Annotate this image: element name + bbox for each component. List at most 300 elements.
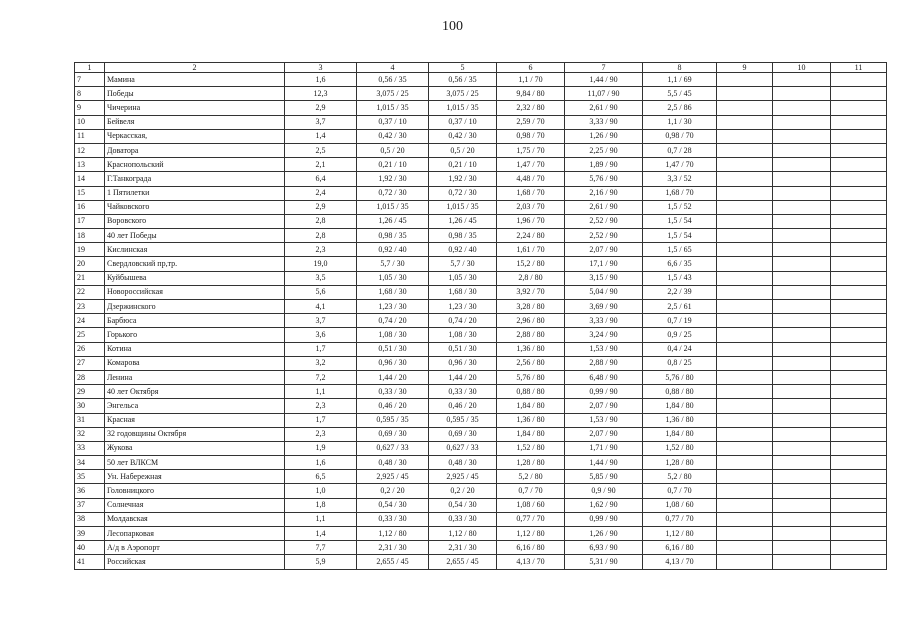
- col-10-value: [773, 399, 831, 413]
- col-10-value: [773, 527, 831, 541]
- street-name: Солнечная: [105, 498, 285, 512]
- col-9-value: [717, 470, 773, 484]
- col-11-value: [831, 385, 887, 399]
- col-3-value: 19,0: [285, 257, 357, 271]
- row-number: 26: [75, 342, 105, 356]
- col-5-value: 0,42 / 30: [429, 129, 497, 143]
- col-3-value: 6,5: [285, 470, 357, 484]
- col-5-value: 0,33 / 30: [429, 512, 497, 526]
- col-8-value: 0,7 / 70: [643, 484, 717, 498]
- col-5-value: 1,44 / 20: [429, 370, 497, 384]
- table-body: [75, 73, 887, 570]
- col-5-value: 0,51 / 30: [429, 342, 497, 356]
- col-7-value: 17,1 / 90: [565, 257, 643, 271]
- street-name: Кислинская: [105, 243, 285, 257]
- col-6-value: 15,2 / 80: [497, 257, 565, 271]
- col-5-value: 0,33 / 30: [429, 385, 497, 399]
- col-9-value: [717, 243, 773, 257]
- col-7-value: 5,85 / 90: [565, 470, 643, 484]
- col-8-value: 0,4 / 24: [643, 342, 717, 356]
- col-9-value: [717, 115, 773, 129]
- street-name: Котина: [105, 342, 285, 356]
- col-6-value: 9,84 / 80: [497, 87, 565, 101]
- col-9-value: [717, 87, 773, 101]
- col-4-value: 0,54 / 30: [357, 498, 429, 512]
- col-6-value: 1,68 / 70: [497, 186, 565, 200]
- col-8-value: 1,28 / 80: [643, 456, 717, 470]
- col-11-value: [831, 356, 887, 370]
- row-number: 23: [75, 300, 105, 314]
- row-number: 21: [75, 271, 105, 285]
- col-5-value: 2,925 / 45: [429, 470, 497, 484]
- col-7-value: 1,26 / 90: [565, 527, 643, 541]
- column-header-11: 11: [831, 63, 887, 73]
- table-row: [75, 172, 887, 186]
- col-11-value: [831, 115, 887, 129]
- row-number: 14: [75, 172, 105, 186]
- row-number: 27: [75, 356, 105, 370]
- col-8-value: 1,1 / 69: [643, 73, 717, 87]
- row-number: 30: [75, 399, 105, 413]
- col-5-value: 0,2 / 20: [429, 484, 497, 498]
- col-3-value: 12,3: [285, 87, 357, 101]
- col-5-value: 1,26 / 45: [429, 214, 497, 228]
- row-number: 24: [75, 314, 105, 328]
- col-4-value: 0,42 / 30: [357, 129, 429, 143]
- col-10-value: [773, 328, 831, 342]
- row-number: 38: [75, 512, 105, 526]
- col-3-value: 2,9: [285, 101, 357, 115]
- col-6-value: 2,59 / 70: [497, 115, 565, 129]
- col-3-value: 3,2: [285, 356, 357, 370]
- col-5-value: 1,68 / 30: [429, 285, 497, 299]
- col-4-value: 3,075 / 25: [357, 87, 429, 101]
- col-8-value: 1,52 / 80: [643, 441, 717, 455]
- street-name: Энгельса: [105, 399, 285, 413]
- col-6-value: 3,28 / 80: [497, 300, 565, 314]
- col-9-value: [717, 73, 773, 87]
- col-9-value: [717, 427, 773, 441]
- col-8-value: 0,77 / 70: [643, 512, 717, 526]
- col-10-value: [773, 498, 831, 512]
- col-10-value: [773, 512, 831, 526]
- col-11-value: [831, 87, 887, 101]
- table-row: [75, 214, 887, 228]
- col-3-value: 3,5: [285, 271, 357, 285]
- col-5-value: 1,23 / 30: [429, 300, 497, 314]
- col-10-value: [773, 129, 831, 143]
- col-10-value: [773, 200, 831, 214]
- col-7-value: 2,25 / 90: [565, 143, 643, 157]
- col-10-value: [773, 271, 831, 285]
- street-name: А/д в Аэропорт: [105, 541, 285, 555]
- col-7-value: 1,53 / 90: [565, 413, 643, 427]
- col-7-value: 2,07 / 90: [565, 399, 643, 413]
- street-name: Победы: [105, 87, 285, 101]
- col-3-value: 3,6: [285, 328, 357, 342]
- row-number: 10: [75, 115, 105, 129]
- col-10-value: [773, 73, 831, 87]
- table-row: [75, 527, 887, 541]
- col-4-value: 1,26 / 45: [357, 214, 429, 228]
- col-8-value: 3,3 / 52: [643, 172, 717, 186]
- table-row: [75, 271, 887, 285]
- col-7-value: 3,33 / 90: [565, 314, 643, 328]
- row-number: 16: [75, 200, 105, 214]
- col-11-value: [831, 399, 887, 413]
- row-number: 15: [75, 186, 105, 200]
- col-8-value: 1,36 / 80: [643, 413, 717, 427]
- col-9-value: [717, 399, 773, 413]
- col-4-value: 1,23 / 30: [357, 300, 429, 314]
- table-row: [75, 314, 887, 328]
- col-9-value: [717, 271, 773, 285]
- col-5-value: 0,74 / 20: [429, 314, 497, 328]
- col-8-value: 4,13 / 70: [643, 555, 717, 569]
- col-6-value: 1,36 / 80: [497, 342, 565, 356]
- col-3-value: 1,9: [285, 441, 357, 455]
- col-8-value: 1,5 / 54: [643, 229, 717, 243]
- col-11-value: [831, 342, 887, 356]
- col-10-value: [773, 300, 831, 314]
- column-header-5: 5: [429, 63, 497, 73]
- col-11-value: [831, 73, 887, 87]
- col-11-value: [831, 427, 887, 441]
- col-10-value: [773, 115, 831, 129]
- col-9-value: [717, 356, 773, 370]
- col-7-value: 2,52 / 90: [565, 214, 643, 228]
- col-4-value: 0,33 / 30: [357, 512, 429, 526]
- col-8-value: 1,12 / 80: [643, 527, 717, 541]
- street-name: Ленина: [105, 370, 285, 384]
- col-11-value: [831, 456, 887, 470]
- col-3-value: 7,7: [285, 541, 357, 555]
- row-number: 18: [75, 229, 105, 243]
- col-9-value: [717, 186, 773, 200]
- column-header-9: 9: [717, 63, 773, 73]
- col-10-value: [773, 172, 831, 186]
- col-9-value: [717, 328, 773, 342]
- table-row: [75, 441, 887, 455]
- col-3-value: 6,4: [285, 172, 357, 186]
- col-8-value: 0,9 / 25: [643, 328, 717, 342]
- col-8-value: 1,68 / 70: [643, 186, 717, 200]
- col-9-value: [717, 370, 773, 384]
- col-10-value: [773, 314, 831, 328]
- table-row: [75, 413, 887, 427]
- col-6-value: 0,7 / 70: [497, 484, 565, 498]
- col-4-value: 1,44 / 20: [357, 370, 429, 384]
- col-5-value: 0,69 / 30: [429, 427, 497, 441]
- street-name: 32 годовщины Октября: [105, 427, 285, 441]
- table-row: [75, 370, 887, 384]
- col-5-value: 1,92 / 30: [429, 172, 497, 186]
- col-3-value: 2,8: [285, 214, 357, 228]
- col-4-value: 0,5 / 20: [357, 143, 429, 157]
- col-6-value: 4,13 / 70: [497, 555, 565, 569]
- col-10-value: [773, 441, 831, 455]
- col-3-value: 2,4: [285, 186, 357, 200]
- table-row: [75, 186, 887, 200]
- col-6-value: 0,77 / 70: [497, 512, 565, 526]
- col-7-value: 3,69 / 90: [565, 300, 643, 314]
- col-9-value: [717, 512, 773, 526]
- col-7-value: 1,26 / 90: [565, 129, 643, 143]
- col-3-value: 3,7: [285, 115, 357, 129]
- col-11-value: [831, 129, 887, 143]
- col-4-value: 1,12 / 80: [357, 527, 429, 541]
- row-number: 20: [75, 257, 105, 271]
- col-3-value: 7,2: [285, 370, 357, 384]
- col-9-value: [717, 172, 773, 186]
- col-10-value: [773, 370, 831, 384]
- col-10-value: [773, 456, 831, 470]
- col-3-value: 1,7: [285, 342, 357, 356]
- col-5-value: 1,12 / 80: [429, 527, 497, 541]
- col-9-value: [717, 129, 773, 143]
- row-number: 36: [75, 484, 105, 498]
- column-header-6: 6: [497, 63, 565, 73]
- column-header-10: 10: [773, 63, 831, 73]
- street-name: Г.Танкограда: [105, 172, 285, 186]
- col-6-value: 1,36 / 80: [497, 413, 565, 427]
- table-row: [75, 385, 887, 399]
- col-9-value: [717, 257, 773, 271]
- col-9-value: [717, 342, 773, 356]
- col-5-value: 0,21 / 10: [429, 158, 497, 172]
- col-9-value: [717, 300, 773, 314]
- col-10-value: [773, 229, 831, 243]
- street-name: 40 лет Октября: [105, 385, 285, 399]
- col-9-value: [717, 200, 773, 214]
- col-11-value: [831, 285, 887, 299]
- col-6-value: 2,03 / 70: [497, 200, 565, 214]
- col-4-value: 0,2 / 20: [357, 484, 429, 498]
- row-number: 31: [75, 413, 105, 427]
- row-number: 13: [75, 158, 105, 172]
- col-11-value: [831, 143, 887, 157]
- col-5-value: 0,72 / 30: [429, 186, 497, 200]
- col-11-value: [831, 158, 887, 172]
- row-number: 11: [75, 129, 105, 143]
- col-7-value: 2,88 / 90: [565, 356, 643, 370]
- col-11-value: [831, 470, 887, 484]
- col-10-value: [773, 413, 831, 427]
- col-9-value: [717, 498, 773, 512]
- street-name: 40 лет Победы: [105, 229, 285, 243]
- col-9-value: [717, 214, 773, 228]
- col-11-value: [831, 370, 887, 384]
- col-10-value: [773, 385, 831, 399]
- street-name: 1 Пятилетки: [105, 186, 285, 200]
- col-4-value: 0,37 / 10: [357, 115, 429, 129]
- col-5-value: 1,015 / 35: [429, 200, 497, 214]
- col-8-value: 5,5 / 45: [643, 87, 717, 101]
- col-10-value: [773, 158, 831, 172]
- col-4-value: 0,21 / 10: [357, 158, 429, 172]
- col-11-value: [831, 512, 887, 526]
- col-4-value: 2,925 / 45: [357, 470, 429, 484]
- col-4-value: 1,68 / 30: [357, 285, 429, 299]
- col-4-value: 0,92 / 40: [357, 243, 429, 257]
- col-6-value: 0,88 / 80: [497, 385, 565, 399]
- col-11-value: [831, 527, 887, 541]
- table-row: [75, 158, 887, 172]
- street-name: Мамина: [105, 73, 285, 87]
- table-row: [75, 541, 887, 555]
- col-7-value: 5,76 / 90: [565, 172, 643, 186]
- table-row: [75, 73, 887, 87]
- col-8-value: 0,98 / 70: [643, 129, 717, 143]
- street-name: Бейвеля: [105, 115, 285, 129]
- col-5-value: 1,015 / 35: [429, 101, 497, 115]
- col-3-value: 1,0: [285, 484, 357, 498]
- street-name: Новороссийская: [105, 285, 285, 299]
- col-5-value: 0,54 / 30: [429, 498, 497, 512]
- street-name: Краснопольский: [105, 158, 285, 172]
- col-3-value: 1,6: [285, 456, 357, 470]
- col-10-value: [773, 342, 831, 356]
- col-3-value: 2,3: [285, 399, 357, 413]
- street-name: Ун. Набережная: [105, 470, 285, 484]
- col-7-value: 5,04 / 90: [565, 285, 643, 299]
- col-11-value: [831, 214, 887, 228]
- col-4-value: 1,05 / 30: [357, 271, 429, 285]
- column-header-8: 8: [643, 63, 717, 73]
- col-3-value: 2,3: [285, 243, 357, 257]
- table-row: [75, 115, 887, 129]
- table-row: [75, 555, 887, 569]
- col-11-value: [831, 229, 887, 243]
- col-9-value: [717, 541, 773, 555]
- col-10-value: [773, 257, 831, 271]
- col-4-value: 0,98 / 35: [357, 229, 429, 243]
- table-row: [75, 328, 887, 342]
- row-number: 32: [75, 427, 105, 441]
- street-name: Лесопарковая: [105, 527, 285, 541]
- col-3-value: 1,4: [285, 527, 357, 541]
- col-11-value: [831, 328, 887, 342]
- col-7-value: 0,9 / 90: [565, 484, 643, 498]
- col-9-value: [717, 555, 773, 569]
- col-9-value: [717, 484, 773, 498]
- col-6-value: 1,47 / 70: [497, 158, 565, 172]
- street-name: Чичерина: [105, 101, 285, 115]
- col-10-value: [773, 285, 831, 299]
- col-4-value: 1,015 / 35: [357, 101, 429, 115]
- col-6-value: 4,48 / 70: [497, 172, 565, 186]
- col-10-value: [773, 186, 831, 200]
- col-7-value: 0,99 / 90: [565, 512, 643, 526]
- table-row: [75, 427, 887, 441]
- street-name: Доватора: [105, 143, 285, 157]
- row-number: 33: [75, 441, 105, 455]
- col-7-value: 2,52 / 90: [565, 229, 643, 243]
- col-10-value: [773, 356, 831, 370]
- col-4-value: 0,33 / 30: [357, 385, 429, 399]
- col-8-value: 1,84 / 80: [643, 399, 717, 413]
- col-8-value: 0,7 / 19: [643, 314, 717, 328]
- col-9-value: [717, 158, 773, 172]
- col-11-value: [831, 555, 887, 569]
- col-11-value: [831, 200, 887, 214]
- table-row: [75, 243, 887, 257]
- col-4-value: 0,51 / 30: [357, 342, 429, 356]
- col-4-value: 2,31 / 30: [357, 541, 429, 555]
- table-row: [75, 484, 887, 498]
- column-header-2: 2: [105, 63, 285, 73]
- col-10-value: [773, 427, 831, 441]
- col-3-value: 1,8: [285, 498, 357, 512]
- col-3-value: 5,9: [285, 555, 357, 569]
- col-4-value: 0,74 / 20: [357, 314, 429, 328]
- col-9-value: [717, 385, 773, 399]
- col-5-value: 1,05 / 30: [429, 271, 497, 285]
- col-8-value: 1,84 / 80: [643, 427, 717, 441]
- row-number: 7: [75, 73, 105, 87]
- col-7-value: 0,99 / 90: [565, 385, 643, 399]
- table-row: [75, 498, 887, 512]
- col-3-value: 1,4: [285, 129, 357, 143]
- col-7-value: 1,44 / 90: [565, 73, 643, 87]
- col-5-value: 1,08 / 30: [429, 328, 497, 342]
- col-6-value: 6,16 / 80: [497, 541, 565, 555]
- column-header-1: 1: [75, 63, 105, 73]
- col-10-value: [773, 87, 831, 101]
- col-5-value: 2,655 / 45: [429, 555, 497, 569]
- table-row: [75, 300, 887, 314]
- row-number: 8: [75, 87, 105, 101]
- col-6-value: 1,61 / 70: [497, 243, 565, 257]
- street-name: Черкасская,: [105, 129, 285, 143]
- table-row: [75, 456, 887, 470]
- street-name: Горького: [105, 328, 285, 342]
- street-name: Головницкого: [105, 484, 285, 498]
- street-name: Куйбышева: [105, 271, 285, 285]
- col-5-value: 5,7 / 30: [429, 257, 497, 271]
- col-4-value: 0,56 / 35: [357, 73, 429, 87]
- col-3-value: 3,7: [285, 314, 357, 328]
- col-11-value: [831, 484, 887, 498]
- col-7-value: 1,62 / 90: [565, 498, 643, 512]
- street-name: Дзержинского: [105, 300, 285, 314]
- col-3-value: 2,1: [285, 158, 357, 172]
- col-6-value: 2,56 / 80: [497, 356, 565, 370]
- col-4-value: 2,655 / 45: [357, 555, 429, 569]
- col-7-value: 3,24 / 90: [565, 328, 643, 342]
- col-5-value: 0,96 / 30: [429, 356, 497, 370]
- table-row: [75, 470, 887, 484]
- col-11-value: [831, 101, 887, 115]
- col-3-value: 1,6: [285, 73, 357, 87]
- col-5-value: 0,48 / 30: [429, 456, 497, 470]
- col-8-value: 0,88 / 80: [643, 385, 717, 399]
- col-8-value: 1,5 / 43: [643, 271, 717, 285]
- col-5-value: 0,98 / 35: [429, 229, 497, 243]
- col-4-value: 0,48 / 30: [357, 456, 429, 470]
- col-6-value: 1,84 / 80: [497, 399, 565, 413]
- col-7-value: 2,07 / 90: [565, 427, 643, 441]
- col-10-value: [773, 484, 831, 498]
- street-name: Жукова: [105, 441, 285, 455]
- col-7-value: 11,07 / 90: [565, 87, 643, 101]
- col-4-value: 0,69 / 30: [357, 427, 429, 441]
- row-number: 29: [75, 385, 105, 399]
- col-8-value: 1,1 / 30: [643, 115, 717, 129]
- col-3-value: 1,1: [285, 512, 357, 526]
- street-name: Воровского: [105, 214, 285, 228]
- row-number: 17: [75, 214, 105, 228]
